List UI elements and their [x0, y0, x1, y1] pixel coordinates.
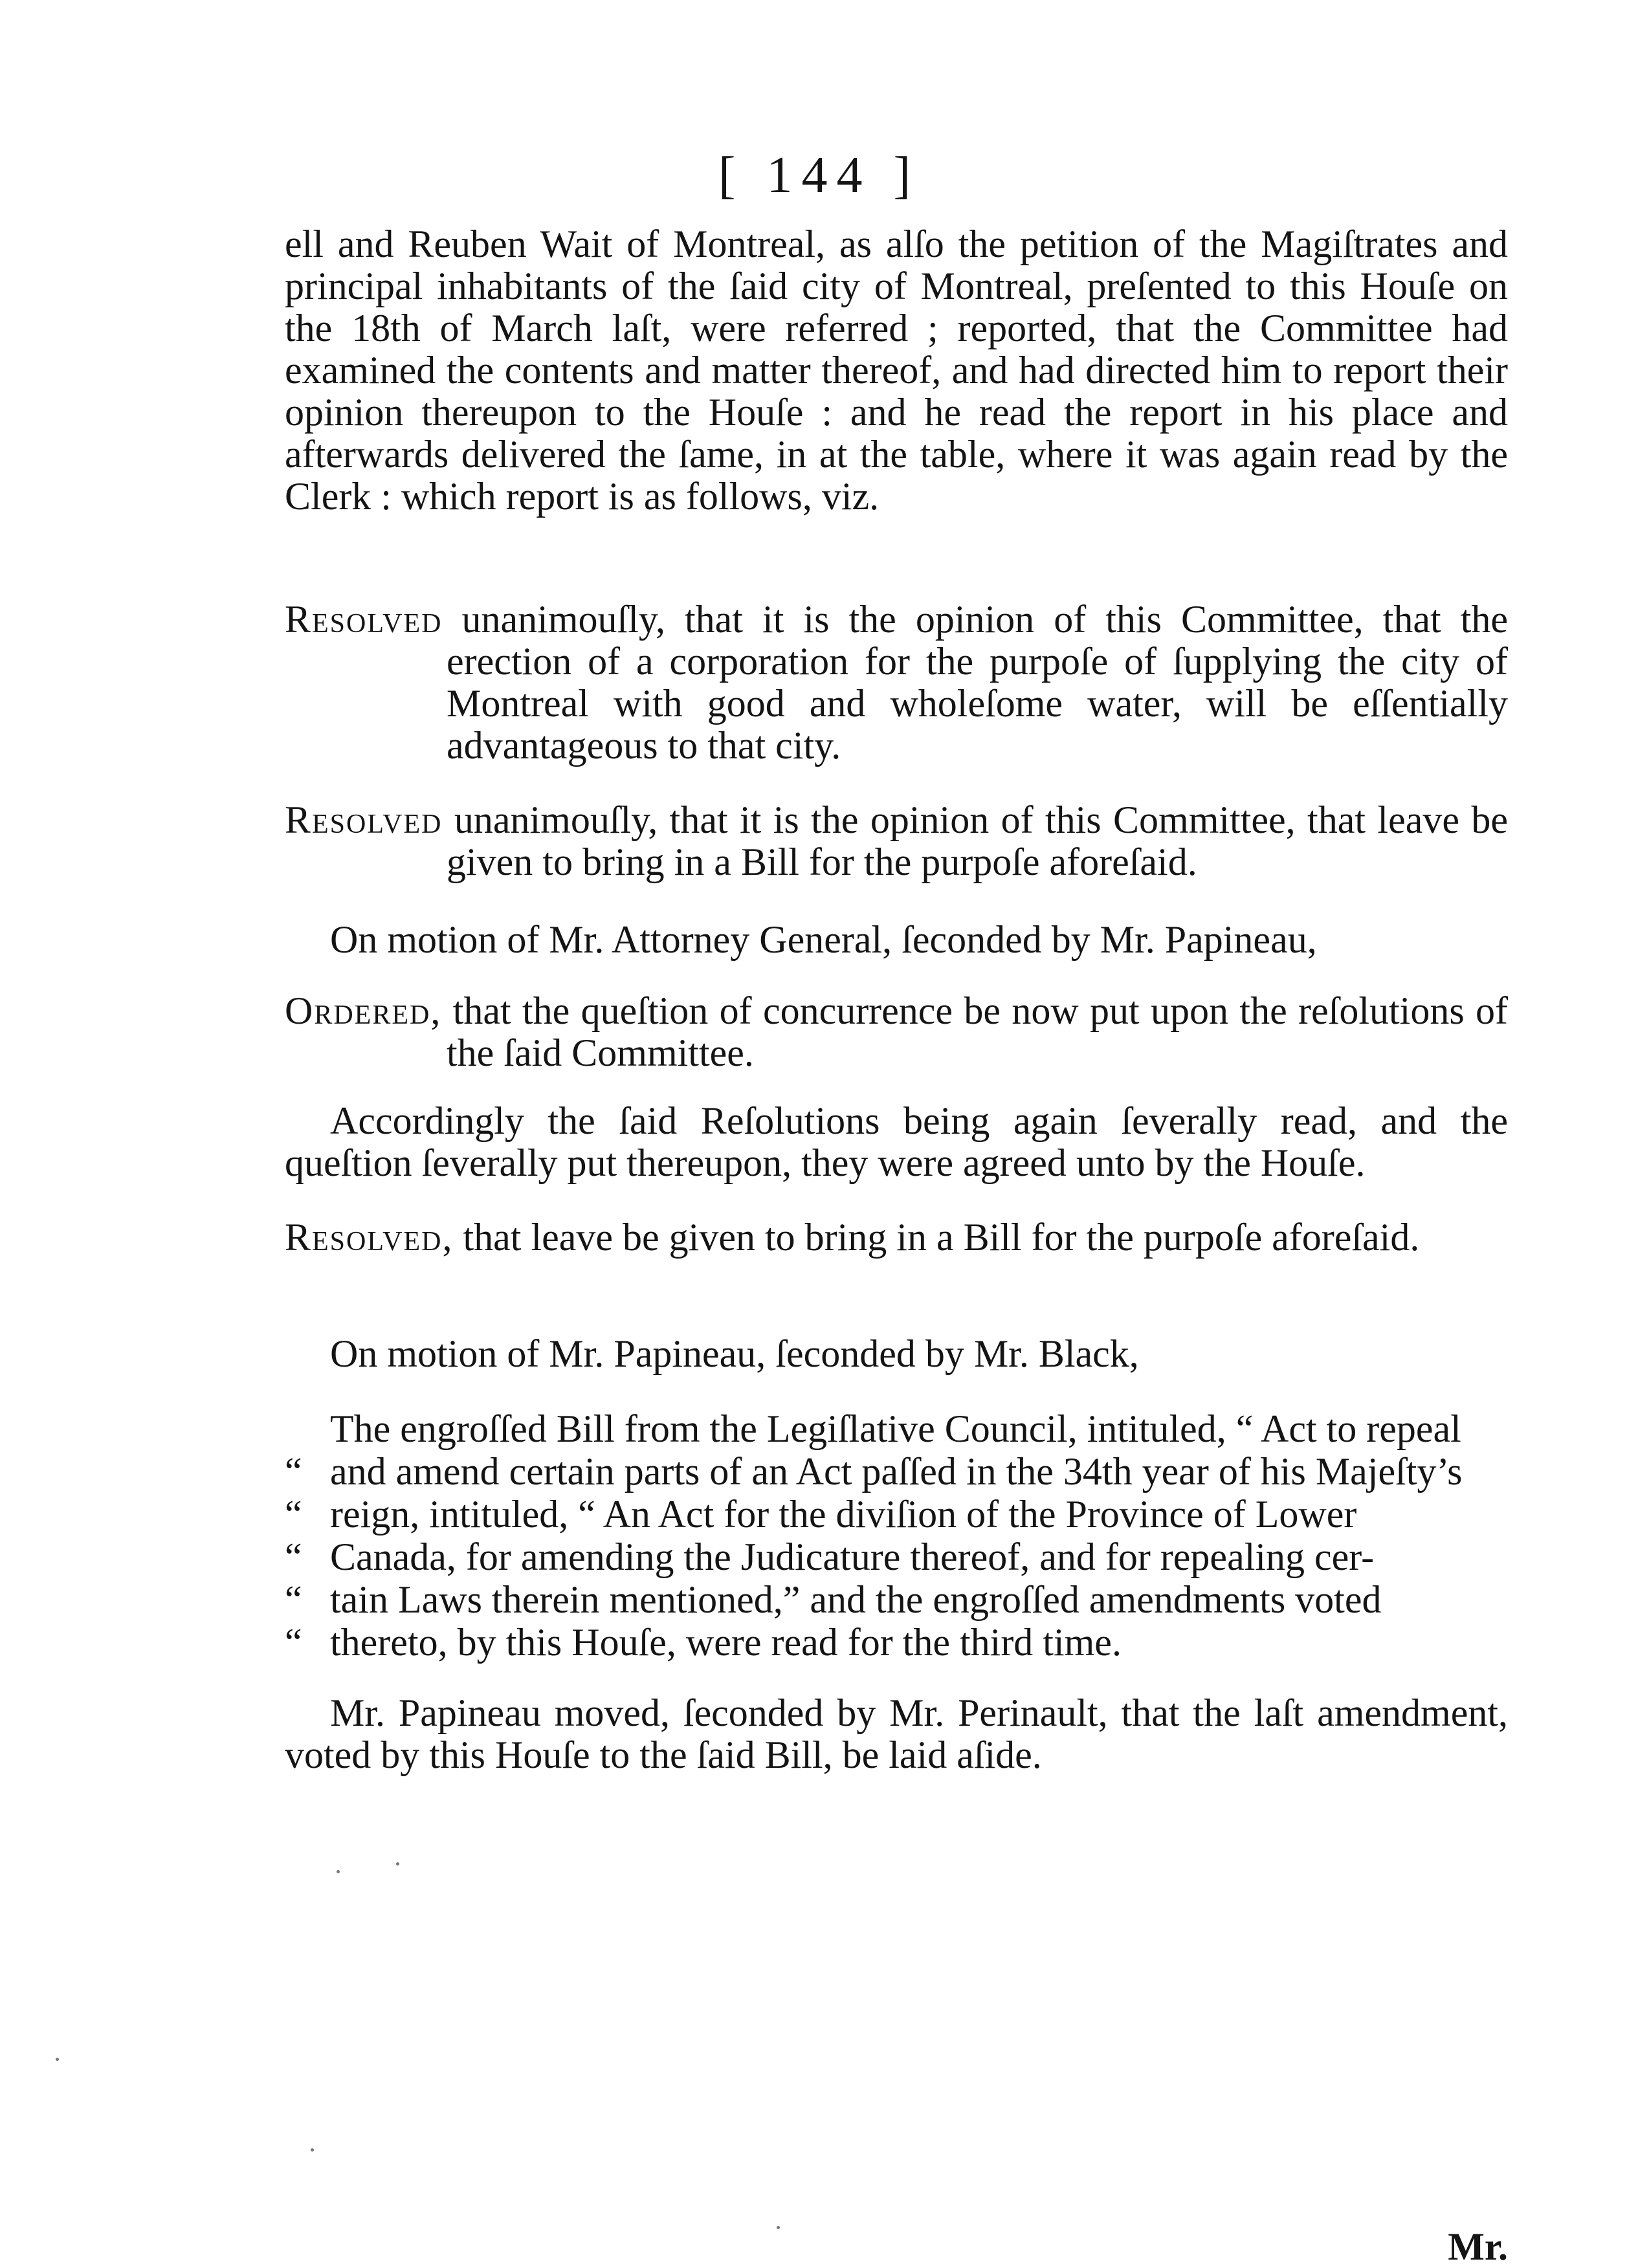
ordered-paragraph [285, 990, 1508, 1074]
resolution-1 [285, 599, 1508, 767]
ordered-text: that the queſtion of concurrence be now put upon the reſolutions of the ſaid Committee. [447, 989, 1509, 1074]
bill-line: “ tain Laws therein mentioned,” and the engroſſed amendments voted [285, 1578, 1382, 1621]
resolution-3-text: that leave be given to bring in a Bill for the purpoſe aforeſaid. [463, 1216, 1420, 1259]
resolution-2 [285, 799, 1508, 883]
catchword: Mr. [1448, 2225, 1508, 2268]
motion-papineau [285, 1333, 1508, 1375]
resolved-label: Resolved [285, 598, 443, 641]
resolution-3 [285, 1217, 1508, 1259]
resolution-1-text: unanimouſly, that it is the opinion of this Committee, that the erection of a corporation for the purpoſe of ſupplying the city of Montreal with good and wholeſome water, will be eſſentially advantageous to that city. [447, 598, 1509, 767]
engrossed-bill-paragraph [285, 1407, 1508, 1664]
final-motion-paragraph [285, 1692, 1508, 1776]
paragraph-continuation [285, 223, 1508, 518]
petition-report-paragraph: ell and Reuben Wait of Montreal, as alſo the petition of the Magiſtrates and principal inhabitants of the ſaid city of Montreal, preſented to this Houſe on the 18th of March laſt, were referred ; reported, that the Committee had examined the contents and matter thereof, and had directed him to report their opinion thereupon to the Houſe : and he read the report in his place and afterwards delivered the ſame, in at the table, where it was again read by the Clerk : which report is as follows, viz. [285, 223, 1508, 518]
bill-line: “ and amend certain parts of an Act paſſed in the 34th year of his Majeſty’s [285, 1450, 1463, 1493]
ordered-label: Ordered, [285, 989, 442, 1032]
paper-speck [56, 2058, 59, 2061]
motion-attorney-general [285, 919, 1508, 961]
resolution-2-text: unanimouſly, that it is the opinion of this Committee, that leave be given to bring in a Bill for the purpoſe aforeſaid. [447, 798, 1508, 883]
bill-line: “ Canada, for amending the Judicature thereof, and for repealing cer- [285, 1536, 1375, 1578]
paper-speck [337, 1870, 340, 1873]
motion-1-text: On motion of Mr. Attorney General, ſeconded by Mr. Papineau, [330, 918, 1317, 961]
final-motion-text: Mr. Papineau moved, ſeconded by Mr. Perinault, that the laſt amendment, voted by this Houſe to the ſaid Bill, be laid aſide. [285, 1691, 1508, 1776]
resolved-label: Resolved, [285, 1216, 454, 1259]
paper-speck [311, 2148, 314, 2152]
paper-speck [777, 2226, 780, 2229]
bill-line: “ reign, intituled, “ An Act for the diviſion of the Province of Lower [285, 1493, 1357, 1536]
bill-line: “ thereto, by this Houſe, were read for the third time. [285, 1621, 1122, 1664]
accordingly-text: Accordingly the ſaid Reſolutions being again ſeverally read, and the queſtion ſeverally put thereupon, they were agreed unto by the Houſe. [285, 1099, 1508, 1184]
resolved-label: Resolved [285, 798, 443, 841]
motion-2-text: On motion of Mr. Papineau, ſeconded by Mr. Black, [330, 1332, 1139, 1375]
paper-speck [396, 1862, 399, 1866]
page-number: [ 144 ] [718, 147, 920, 204]
accordingly-paragraph [285, 1100, 1508, 1184]
bill-line: The engroſſed Bill from the Legiſlative Council, intituled, “ Act to repeal [330, 1407, 1461, 1450]
